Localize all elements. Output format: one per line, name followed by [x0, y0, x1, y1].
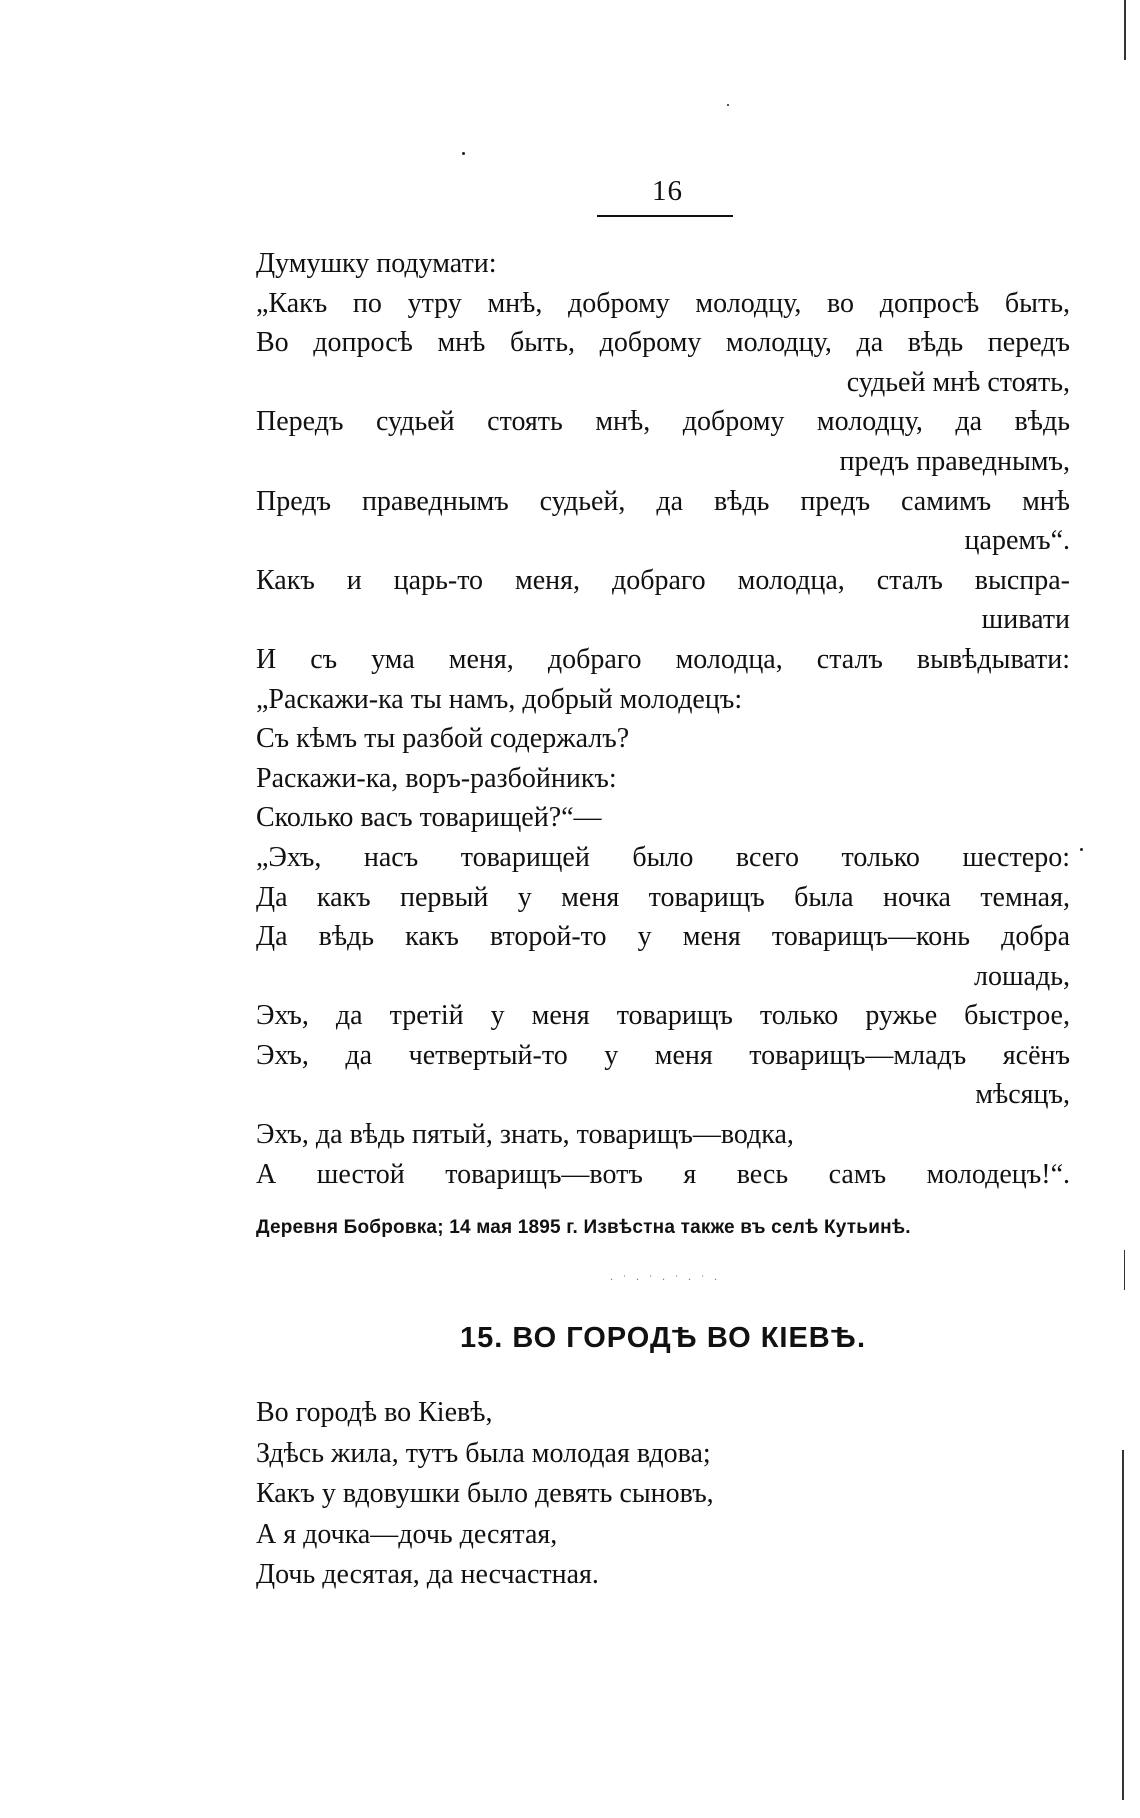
verse-line: Какъ у вдовушки было девять сыновъ, — [256, 1478, 714, 1509]
scan-speck — [462, 152, 465, 155]
verse-line: И съ ума меня, добраго молодца, сталъ вывѣдывати: — [256, 643, 1070, 675]
verse-line-continuation: судьей мнѣ стоять, — [846, 366, 1070, 398]
verse-line: Сколько васъ товарищей?“— — [256, 802, 602, 834]
verse-line: „Эхъ, насъ товарищей было всего только шестеро: — [256, 841, 1070, 873]
verse-line: Какъ и царь-то меня, добраго молодца, сталъ выспра- — [256, 564, 1070, 596]
verse-line: „Раскажи-ка ты намъ, добрый молодецъ: — [256, 683, 743, 715]
verse-line: А шестой товарищъ—вотъ я весь самъ молодецъ!“. — [256, 1158, 1070, 1190]
verse-line: А я дочка—дочь десятая, — [256, 1518, 558, 1550]
song-verse — [256, 1393, 1070, 1596]
scan-edge-mark — [1124, 1250, 1125, 1290]
verse-line: Предъ праведнымъ судьей, да вѣдь предъ самимъ мнѣ — [256, 485, 1070, 517]
source-note: Деревня Бобровка; 14 мая 1895 г. Извѣстна также въ селѣ Кутьинѣ. — [256, 1217, 911, 1238]
verse-line: Передъ судьей стоять мнѣ, доброму молодцу, да вѣдь — [256, 406, 1070, 438]
poem-continuation — [256, 244, 1070, 1194]
verse-line: Раскажи-ка, воръ-разбойникъ: — [256, 762, 617, 794]
verse-line: Эхъ, да четвертый-то у меня товарищъ—младъ ясёнъ — [256, 1039, 1070, 1071]
scan-speck — [1080, 848, 1083, 851]
verse-line: Во допросѣ мнѣ быть, доброму молодцу, да вѣдь передъ — [256, 327, 1070, 359]
verse-line: Да вѣдь какъ второй-то у меня товарищъ—конь добра — [256, 921, 1070, 953]
verse-line-continuation: царемъ“. — [964, 525, 1070, 557]
scan-edge-mark — [1122, 1450, 1124, 1800]
verse-line: Во городѣ во Кіевѣ, — [256, 1397, 493, 1428]
verse-line-continuation: лошадь, — [974, 960, 1070, 992]
page-number-rule — [597, 215, 733, 217]
verse-line: Думушку подумати: — [256, 248, 497, 279]
song-title: 15. ВО ГОРОДѢ ВО КІЕВѢ. — [459, 1322, 867, 1354]
verse-line: Дочь десятая, да несчастная. — [256, 1559, 599, 1590]
verse-line: „Какъ по утру мнѣ, доброму молодцу, во допросѣ быть, — [256, 287, 1070, 319]
verse-line-continuation: мѣсяцъ, — [975, 1079, 1070, 1111]
verse-line: Да какъ первый у меня товарищъ была ночка темная, — [256, 881, 1070, 913]
scan-edge-mark — [1124, 0, 1126, 60]
scan-speck — [727, 104, 729, 106]
verse-line: Съ кѣмъ ты разбой содержалъ? — [256, 723, 630, 755]
verse-line-continuation: шивати — [981, 604, 1070, 636]
verse-line-continuation: предъ праведнымъ, — [839, 445, 1070, 477]
section-ornament: · ˙ · ˙ · ˙ · ˙ · — [609, 1272, 721, 1286]
verse-line: Здѣсь жила, тутъ была молодая вдова; — [256, 1437, 711, 1469]
verse-line: Эхъ, да третій у меня товарищъ только ружье быстрое, — [256, 1000, 1070, 1032]
verse-line: Эхъ, да вѣдь пятый, знать, товарищъ—водка, — [256, 1119, 794, 1151]
page-number: 16 — [652, 175, 683, 207]
